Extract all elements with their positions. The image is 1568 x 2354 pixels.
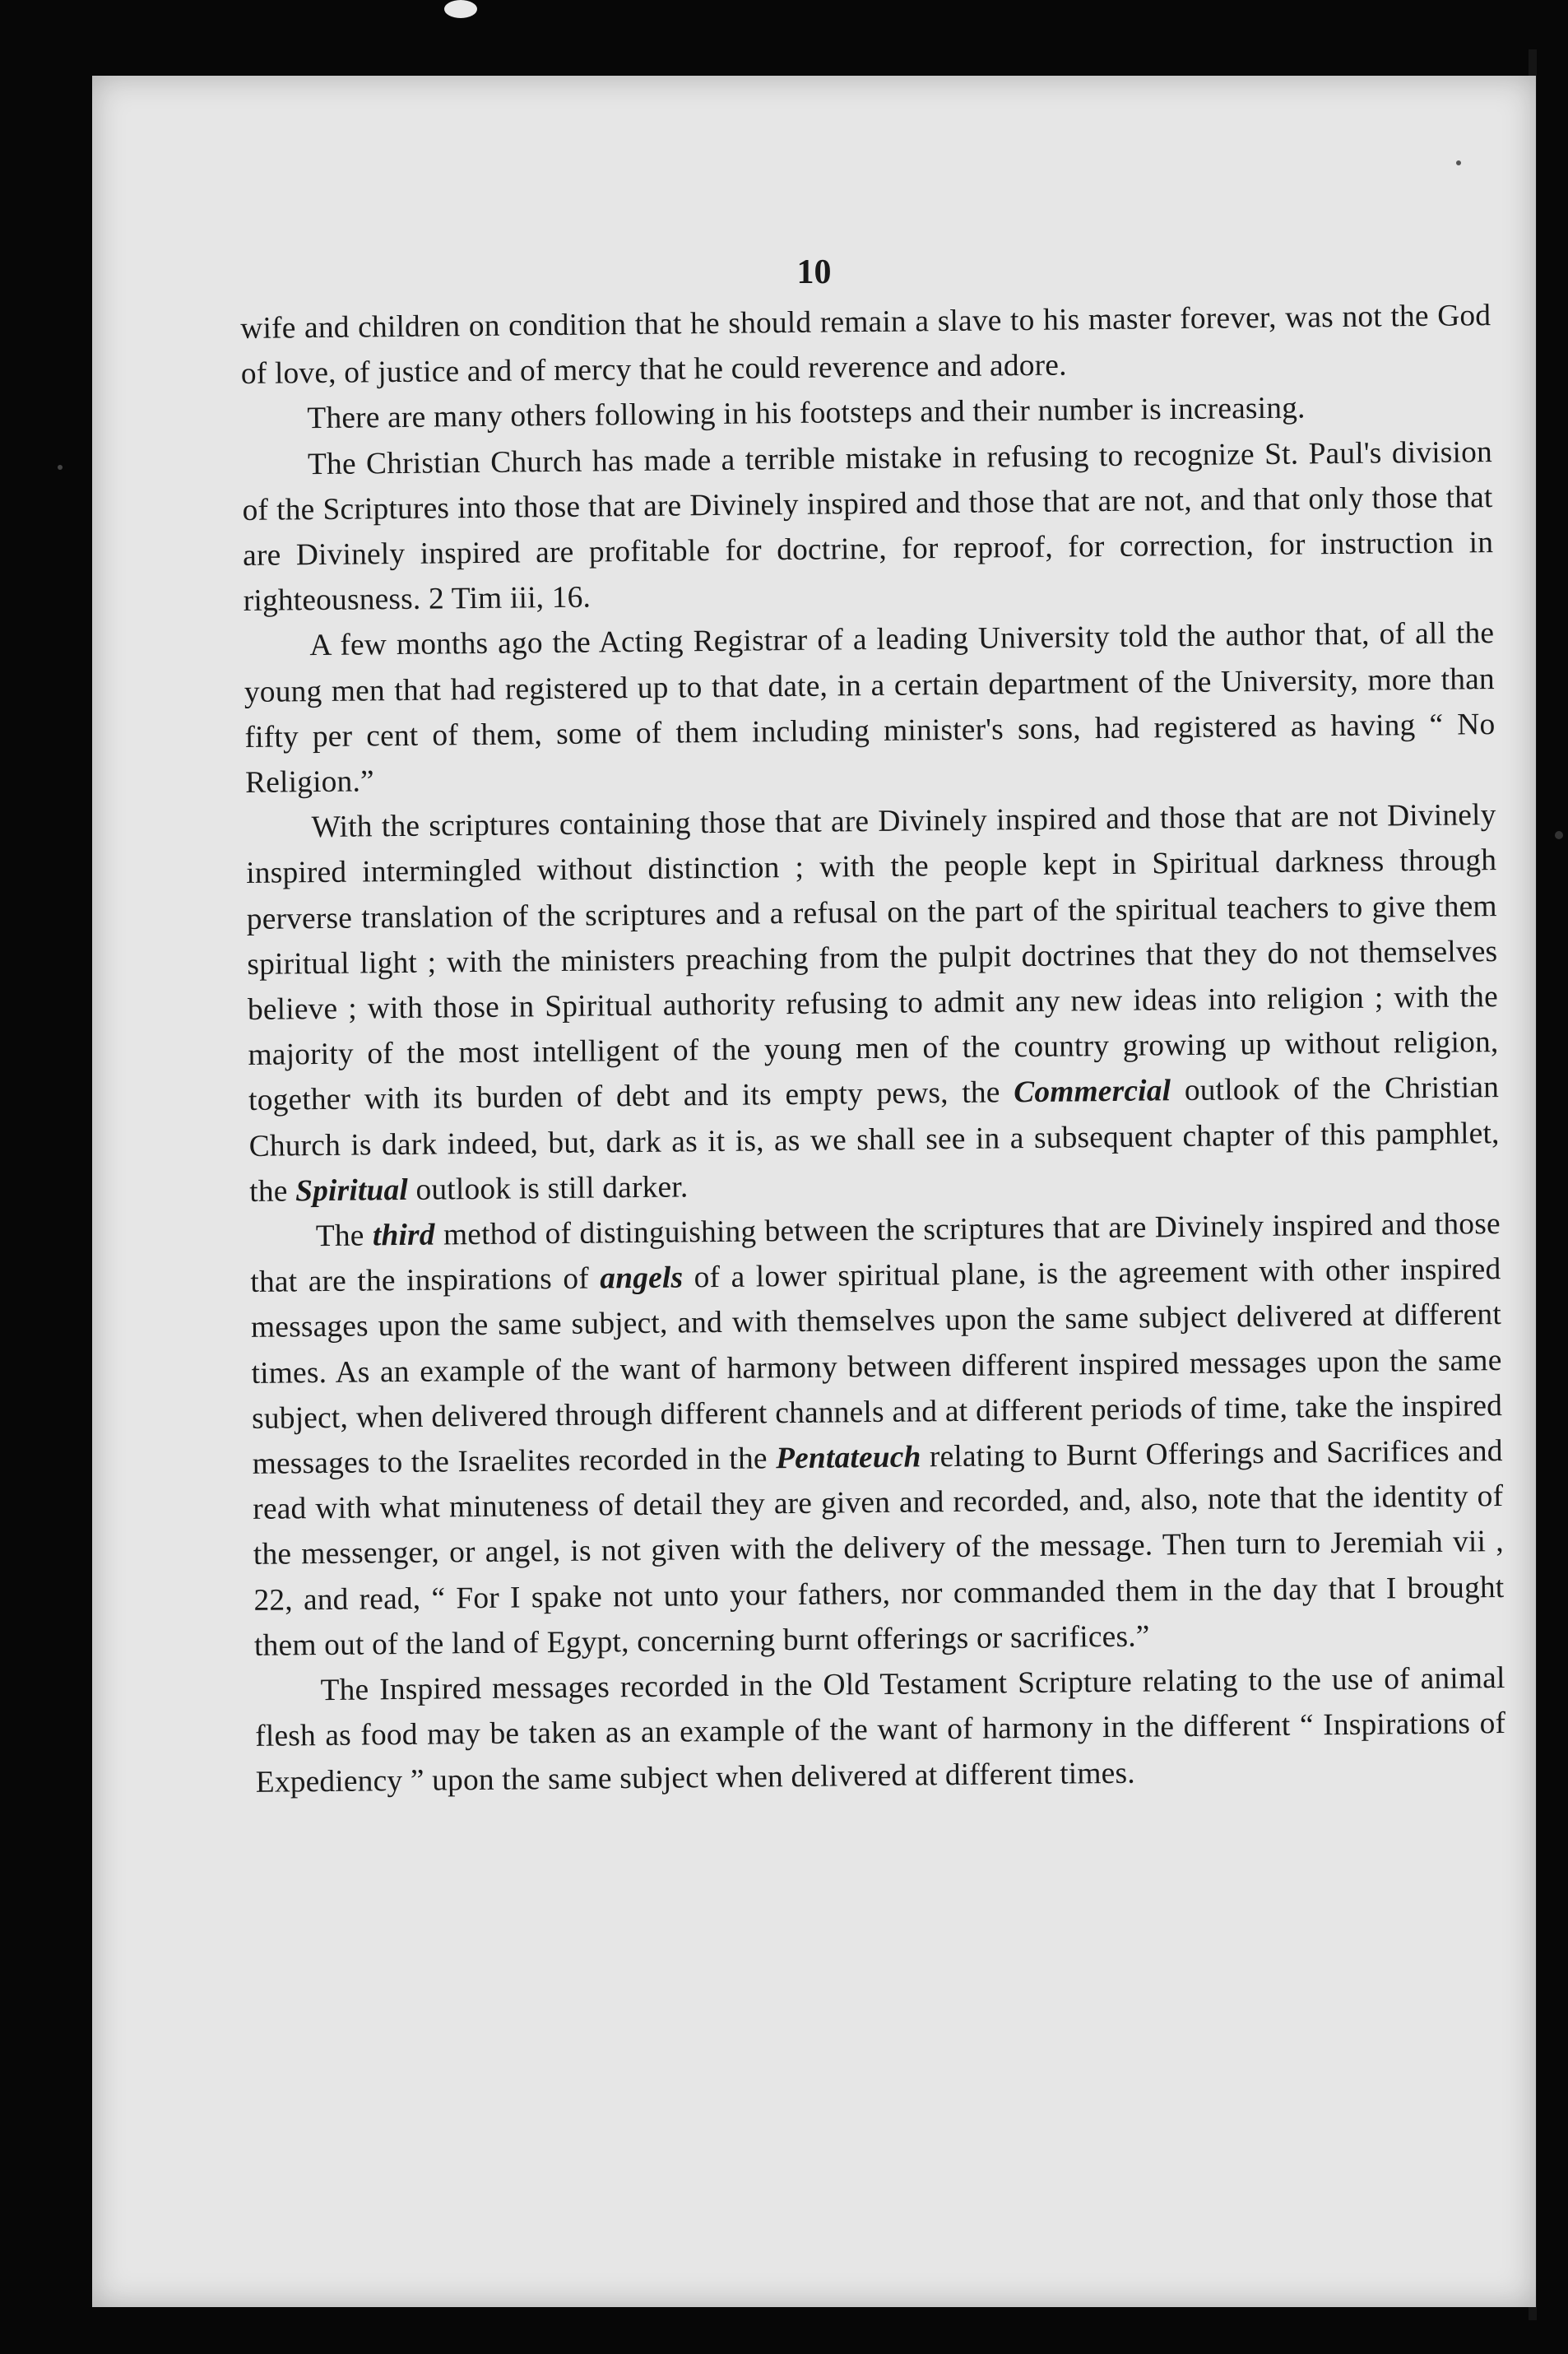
paragraph-text: With the scriptures containing those that are Divinely inspired and those that are not Divinely inspired intermingled without distinction ; with the people kept in Spiritual darkness through perverse translation of the scriptures and a refusal on the part of the spiritual teachers to give them spiritual light ; with the ministers preaching from the pulpit doctrines that they do not themselves believe ; with those in Spiritual authority refusing to admit any new ideas into religion ; with the majority of the most intelligent of the young men of the country growing up without religion, together with its burden of debt and its empty pews, the <box>246 798 1499 1118</box>
paragraph-text: The Christian Church has made a terrible mistake in refusing to recognize St. Paul's division of the Scriptures into those that are Divinely inspired and those that are not, and that only those that are Divinely inspired are profitable for doctrine, for reproof, for correction, for instruction in righteousness. 2 Tim iii, 16. <box>242 434 1494 619</box>
paragraph-p3 <box>242 429 1494 624</box>
emphasized-text: third <box>372 1218 435 1253</box>
page-number: 10 <box>796 253 832 291</box>
emphasized-text: Pentateuch <box>775 1440 921 1476</box>
paragraph-p1 <box>240 293 1491 397</box>
scan-artifact <box>58 465 63 470</box>
emphasized-text: angels <box>600 1261 684 1296</box>
paragraph-p6 <box>250 1201 1505 1669</box>
scan-artifact <box>444 0 477 18</box>
body-text <box>240 293 1506 1805</box>
emphasized-text: Spiritual <box>295 1172 409 1209</box>
paragraph-p5 <box>245 792 1500 1214</box>
paragraph-text: wife and children on condition that he should remain a slave to his master forever, was not the God of love, of justice and of mercy that he could reverence and adore. <box>240 299 1491 392</box>
paragraph-text: relating to Burnt Offerings and Sacrifices and read with what minuteness of detail they are given and recorded, and, also, note that the identity of the messenger, or angel, is not given with the delivery of the message. Then turn to Jeremiah vii , 22, and read, “ For I spake not unto your fathers, nor commanded them in the day that I brought them out of the land of Egypt, concerning burnt offerings or sacrifices.” <box>253 1434 1505 1663</box>
paragraph-text: There are many others following in his footsteps and their number is increasing. <box>307 391 1306 436</box>
emphasized-text: Commercial <box>1014 1074 1171 1110</box>
scan-artifact <box>1555 831 1563 839</box>
paragraph-text: of a lower spiritual plane, is the agreement with other inspired messages upon the same subject, and with themselves upon the same subject delivered at different times. As an example of the want of harmony between different inspired messages upon the same subject, when delivered through different channels and at different periods of time, take the inspired messages to the Israelites recorded in the <box>250 1252 1503 1481</box>
paragraph-text: The Inspired messages recorded in the Old Testament Scripture relating to the use of animal flesh as food may be taken as an example of the want of harmony in the different “ Inspirations of Expediency ” upon the same subject when delivered at different times. <box>254 1661 1506 1799</box>
paragraph-p7 <box>254 1655 1506 1805</box>
paragraph-text: outlook of the Christian Church is dark indeed, but, dark as it is, as we shall see in a subsequent chapter of this pamphlet, the <box>248 1070 1500 1209</box>
paragraph-text: outlook is still darker. <box>407 1170 689 1207</box>
paragraph-p4 <box>244 611 1496 806</box>
document-page <box>92 76 1536 2307</box>
paragraph-text: A few months ago the Acting Registrar of a leading University told the author that, of all the young men that had registered up to that date, in a certain department of the University, more than fifty per cent of them, some of them including minister's sons, had registered as having “ No Religion.” <box>244 616 1496 800</box>
scan-artifact <box>1456 160 1461 165</box>
paragraph-text: The <box>315 1219 373 1254</box>
paragraph-text: method of distinguishing between the scriptures that are Divinely inspired and those that are the inspirations of <box>250 1207 1501 1300</box>
